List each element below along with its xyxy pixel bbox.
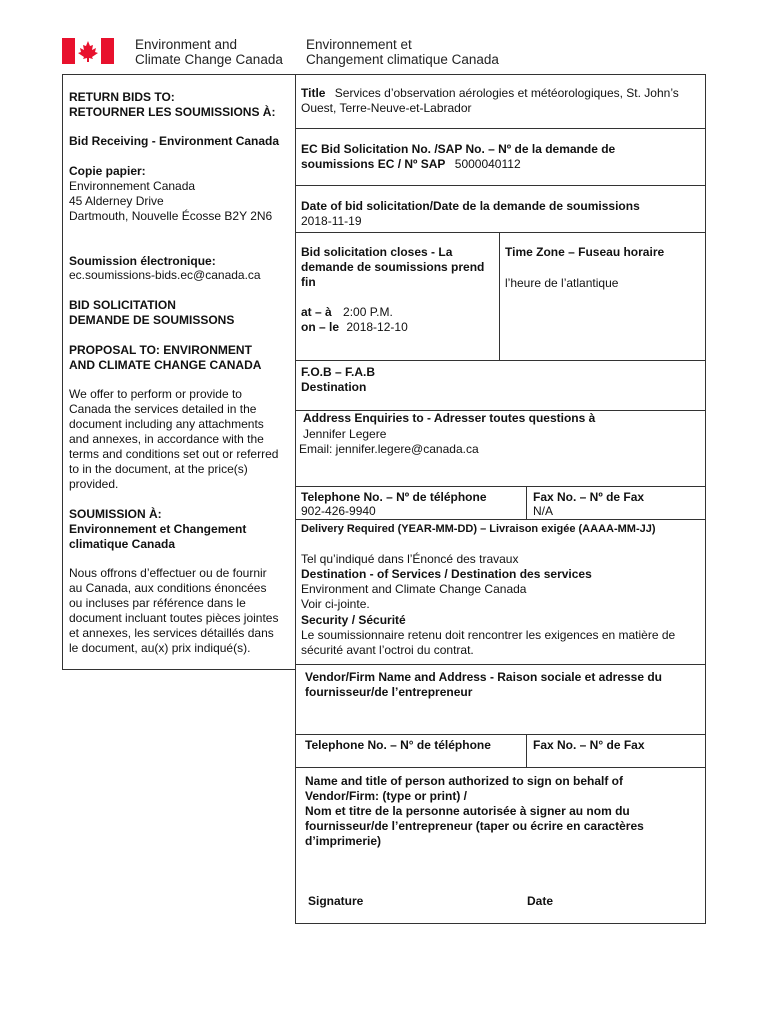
split-vendor-tel <box>526 734 527 767</box>
vendor-label: Vendor/Firm Name and Address - Raison sociale et adresse du fournisseur/de l’entrepreneur <box>305 670 663 699</box>
enquiries-name: Jennifer Legere <box>303 427 387 441</box>
frame-bottom <box>295 923 706 924</box>
divider-vendor <box>295 734 706 735</box>
tel-value: 902-426-9940 <box>301 504 376 518</box>
soumission-label: Soumission électronique: <box>69 254 216 268</box>
delivery-value: Tel qu’indiqué dans l’Énoncé des travaux <box>301 552 519 566</box>
offer-text-fr: Nous offrons d’effectuer ou de fournir au Canada, aux conditions énoncées ou incluses par référence dans le document incluant toutes pièces jointes et annexes, les services détaillés dans le document, au(x) prix indiqué(s). <box>69 566 279 655</box>
receiving-address: Environnement Canada 45 Alderney Drive Dartmouth, Nouvelle Écosse B2Y 2N6 <box>69 179 273 223</box>
copie-label: Copie papier: <box>69 164 146 178</box>
header-fr-line2: Changement climatique Canada <box>306 52 499 67</box>
fob-label: F.O.B – F.A.B Destination <box>301 365 376 394</box>
return-bids <box>69 90 275 120</box>
title-block <box>301 86 701 116</box>
divider-closes <box>295 360 706 361</box>
divider-enquiries <box>295 486 706 487</box>
header-en-line2: Climate Change Canada <box>135 52 283 67</box>
date-value: 2018-11-19 <box>301 214 362 228</box>
header-fr <box>306 37 499 67</box>
delivery-label: Delivery Required (YEAR-MM-DD) – Livraison exigée (AAAA-MM-JJ) <box>301 523 656 535</box>
bid-solicitation-heading: BID SOLICITATION DEMANDE DE SOUMISSONS <box>69 298 235 327</box>
header-en-line1: Environment and <box>135 37 238 52</box>
closing-at <box>301 305 393 320</box>
divider-security <box>295 664 706 665</box>
split-tel <box>526 486 527 519</box>
at-label: at – à <box>301 305 332 319</box>
fax-label: Fax No. – Nº de Fax <box>533 490 645 504</box>
enquiries-label: Address Enquiries to - Adresser toutes questions à <box>303 411 596 425</box>
header-en <box>135 37 283 67</box>
divider-vendor-tel <box>295 767 706 768</box>
security-label: Security / Sécurité <box>301 613 406 627</box>
on-label: on – le <box>301 320 340 334</box>
soumission-a-heading: SOUMISSION À: Environnement et Changement climatique Canada <box>69 507 247 551</box>
security-value: Le soumissionnaire retenu doit rencontrer les exigences en matière de sécurité avant l’octroi du contrat. <box>301 628 676 657</box>
at-value: 2:00 P.M. <box>343 305 393 319</box>
closes-label: Bid solicitation closes - La demande de soumissions prend fin <box>301 245 485 289</box>
submission-email: ec.soumissions-bids.ec@canada.ca <box>69 268 261 282</box>
title-label: Title <box>301 86 326 100</box>
timezone-value: l’heure de l’atlantique <box>505 276 619 290</box>
destination-value: Environment and Climate Change Canada Voir ci-jointe. <box>301 582 527 611</box>
return-bids-fr: RETOURNER LES SOUMISSIONS À: <box>69 105 276 119</box>
solicitation-value: 5000040112 <box>454 157 521 171</box>
vendor-fax-label: Fax No. – N° de Fax <box>533 738 645 752</box>
frame-top <box>62 74 706 75</box>
fax-value: N/A <box>533 504 554 518</box>
offer-text-en: We offer to perform or provide to Canada the services detailed in the document including any attachments and annexes, in accordance with the terms and conditions set out or referred to in the document, at the price(s) provided. <box>69 387 279 491</box>
proposal-heading: PROPOSAL TO: ENVIRONMENT AND CLIMATE CHANGE CANADA <box>69 343 262 372</box>
frame-middle <box>295 74 296 924</box>
title-value: Services d’observation aérologies et météorologiques, St. John’s Ouest, Terre-Neuve-et-Labrador <box>301 86 679 115</box>
solicitation-block <box>301 142 701 172</box>
divider-tel <box>295 519 706 520</box>
split-closes <box>499 232 500 360</box>
date-sign-label: Date <box>527 894 554 908</box>
signature-label: Signature <box>308 894 364 908</box>
solicitation-label: EC Bid Solicitation No. /SAP No. – Nº de la demande de soumissions EC / Nº SAP <box>301 142 616 171</box>
canada-flag-icon <box>62 38 114 64</box>
tel-label: Telephone No. – Nº de téléphone <box>301 490 487 504</box>
timezone-label: Time Zone – Fuseau horaire <box>505 245 665 259</box>
frame-right <box>705 74 706 924</box>
date-label: Date of bid solicitation/Date de la demande de soumissions <box>301 199 640 213</box>
bid-receiving: Bid Receiving - Environment Canada <box>69 134 280 148</box>
signer-label: Name and title of person authorized to sign on behalf of Vendor/Firm: (type or print) / Nom et titre de la personne autorisée à signer au nom du fournisseur/de l’entrepreneur (taper ou écrire en caractères d’imprimerie) <box>305 774 644 848</box>
on-value: 2018-12-10 <box>346 320 408 334</box>
divider-date <box>295 232 706 233</box>
divider-solicitation <box>295 185 706 186</box>
header-fr-line1: Environnement et <box>306 37 412 52</box>
frame-left-bottom <box>62 669 295 670</box>
enquiries-email: Email: jennifer.legere@canada.ca <box>299 442 479 456</box>
frame-left <box>62 74 63 670</box>
divider-title <box>295 128 706 129</box>
vendor-tel-label: Telephone No. – N° de téléphone <box>305 738 491 752</box>
return-bids-en: RETURN BIDS TO: <box>69 90 175 104</box>
destination-label: Destination - of Services / Destination des services <box>301 567 592 581</box>
closing-on <box>301 320 408 335</box>
